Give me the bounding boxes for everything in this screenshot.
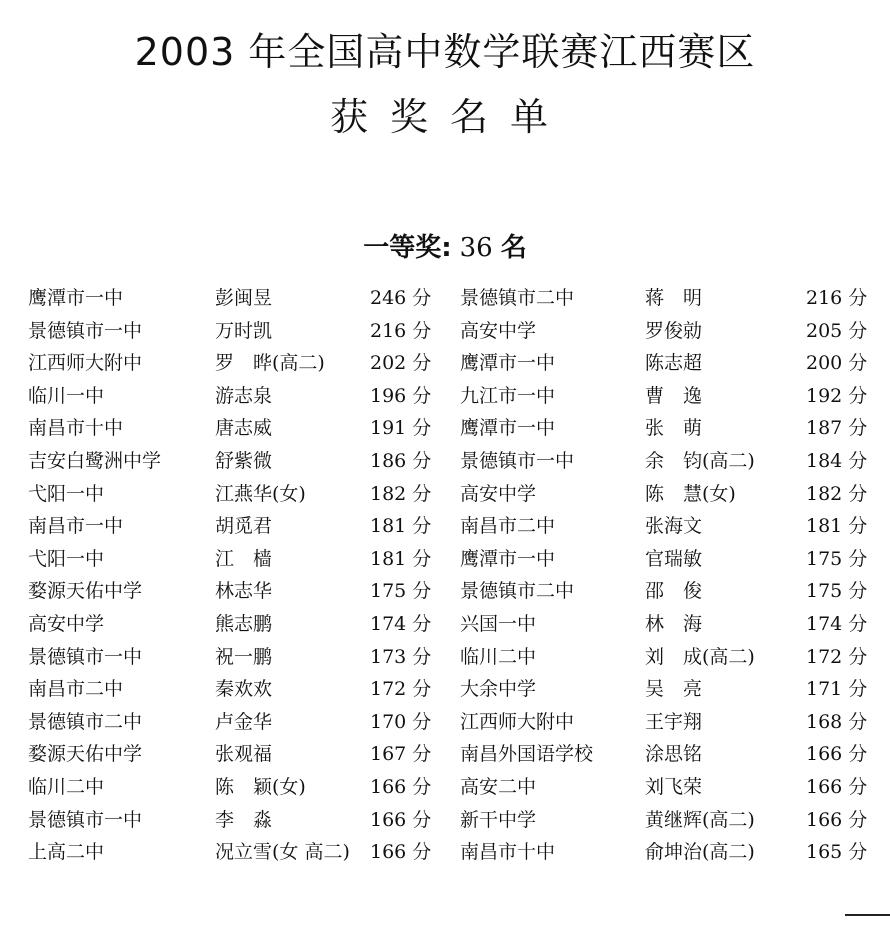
score-left: 172 分 bbox=[370, 678, 432, 701]
student-left: 彭闽昱 bbox=[215, 287, 273, 309]
student-right: 刘 成(高二) bbox=[645, 645, 755, 668]
list-row bbox=[0, 706, 890, 739]
list-row bbox=[0, 804, 890, 837]
list-row bbox=[0, 575, 890, 608]
score-right: 181 分 bbox=[806, 515, 868, 538]
list-row bbox=[0, 738, 890, 771]
score-left: 216 分 bbox=[370, 319, 432, 342]
school-right: 景德镇市一中 bbox=[460, 449, 575, 472]
score-right: 216 分 bbox=[806, 287, 868, 309]
section-count: 36 bbox=[459, 233, 493, 263]
school-right: 景德镇市二中 bbox=[460, 287, 575, 309]
score-left: 166 分 bbox=[370, 775, 432, 798]
school-right: 景德镇市二中 bbox=[460, 580, 575, 603]
school-left: 南昌市二中 bbox=[28, 678, 124, 701]
student-right: 张海文 bbox=[645, 515, 703, 538]
school-right: 兴国一中 bbox=[460, 612, 537, 635]
student-right: 曹 逸 bbox=[645, 384, 703, 407]
school-left: 景德镇市一中 bbox=[28, 645, 143, 668]
list-row bbox=[0, 771, 890, 804]
score-right: 166 分 bbox=[806, 743, 868, 766]
school-right: 江西师大附中 bbox=[460, 710, 575, 733]
student-right: 吴 亮 bbox=[645, 678, 703, 701]
school-left: 弋阳一中 bbox=[28, 482, 105, 505]
list-row bbox=[0, 543, 890, 576]
student-left: 李 淼 bbox=[215, 808, 273, 831]
section-heading bbox=[0, 232, 890, 264]
student-right: 俞坤治(高二) bbox=[645, 841, 755, 864]
score-right: 175 分 bbox=[806, 547, 868, 570]
school-right: 大余中学 bbox=[460, 678, 537, 701]
student-right: 王宇翔 bbox=[645, 710, 703, 733]
student-right: 蒋 明 bbox=[645, 287, 703, 309]
school-right: 高安中学 bbox=[460, 319, 537, 342]
student-left: 罗 晔(高二) bbox=[215, 352, 325, 375]
school-left: 南昌市一中 bbox=[28, 515, 124, 538]
score-right: 166 分 bbox=[806, 808, 868, 831]
list-row bbox=[0, 510, 890, 543]
score-left: 166 分 bbox=[370, 841, 432, 864]
score-right: 187 分 bbox=[806, 417, 868, 440]
student-right: 余 钧(高二) bbox=[645, 449, 755, 472]
school-right: 新干中学 bbox=[460, 808, 537, 831]
score-right: 168 分 bbox=[806, 710, 868, 733]
score-left: 175 分 bbox=[370, 580, 432, 603]
school-left: 高安中学 bbox=[28, 612, 105, 635]
score-left: 173 分 bbox=[370, 645, 432, 668]
student-left: 陈 颖(女) bbox=[215, 775, 306, 798]
school-left: 婺源天佑中学 bbox=[28, 743, 143, 766]
school-left: 临川一中 bbox=[28, 384, 105, 407]
student-left: 江燕华(女) bbox=[215, 482, 306, 505]
school-right: 高安中学 bbox=[460, 482, 537, 505]
student-right: 黄继辉(高二) bbox=[645, 808, 755, 831]
list-row bbox=[0, 836, 890, 869]
score-left: 181 分 bbox=[370, 515, 432, 538]
list-row bbox=[0, 608, 890, 641]
score-right: 182 分 bbox=[806, 482, 868, 505]
school-left: 临川二中 bbox=[28, 775, 105, 798]
school-left: 景德镇市一中 bbox=[28, 808, 143, 831]
student-left: 唐志威 bbox=[215, 417, 273, 440]
student-left: 林志华 bbox=[215, 580, 273, 603]
score-left: 196 分 bbox=[370, 384, 432, 407]
score-left: 186 分 bbox=[370, 449, 432, 472]
school-right: 临川二中 bbox=[460, 645, 537, 668]
school-right: 南昌外国语学校 bbox=[460, 743, 594, 766]
student-right: 罗俊勍 bbox=[645, 319, 703, 342]
score-left: 181 分 bbox=[370, 547, 432, 570]
score-right: 166 分 bbox=[806, 775, 868, 798]
student-right: 陈志超 bbox=[645, 352, 703, 375]
school-left: 婺源天佑中学 bbox=[28, 580, 143, 603]
student-right: 邵 俊 bbox=[645, 580, 703, 603]
award-list bbox=[0, 282, 890, 869]
list-row bbox=[0, 641, 890, 674]
score-right: 165 分 bbox=[806, 841, 868, 864]
student-right: 刘飞荣 bbox=[645, 775, 703, 798]
student-right: 涂思铭 bbox=[645, 743, 703, 766]
score-left: 246 分 bbox=[370, 287, 432, 309]
score-right: 192 分 bbox=[806, 384, 868, 407]
school-left: 上高二中 bbox=[28, 841, 105, 864]
list-row bbox=[0, 282, 890, 315]
school-left: 吉安白鹭洲中学 bbox=[28, 449, 162, 472]
section-label: 一等奖: bbox=[363, 233, 452, 263]
score-right: 200 分 bbox=[806, 352, 868, 375]
score-right: 171 分 bbox=[806, 678, 868, 701]
student-left: 江 樯 bbox=[215, 547, 273, 570]
document-subtitle: 获奖名单 bbox=[329, 95, 570, 139]
school-right: 鹰潭市一中 bbox=[460, 417, 556, 440]
student-right: 陈 慧(女) bbox=[645, 482, 736, 505]
score-left: 170 分 bbox=[370, 710, 432, 733]
student-right: 张 萌 bbox=[645, 417, 703, 440]
score-right: 174 分 bbox=[806, 612, 868, 635]
student-left: 胡觅君 bbox=[215, 515, 273, 538]
list-row bbox=[0, 347, 890, 380]
student-left: 卢金华 bbox=[215, 710, 273, 733]
school-right: 鹰潭市一中 bbox=[460, 352, 556, 375]
score-left: 202 分 bbox=[370, 352, 432, 375]
school-left: 鹰潭市一中 bbox=[28, 287, 124, 309]
student-left: 秦欢欢 bbox=[215, 678, 273, 701]
list-row bbox=[0, 380, 890, 413]
score-right: 184 分 bbox=[806, 449, 868, 472]
score-right: 172 分 bbox=[806, 645, 868, 668]
school-left: 景德镇市二中 bbox=[28, 710, 143, 733]
score-left: 182 分 bbox=[370, 482, 432, 505]
score-left: 167 分 bbox=[370, 743, 432, 766]
score-left: 191 分 bbox=[370, 417, 432, 440]
school-left: 江西师大附中 bbox=[28, 352, 143, 375]
school-right: 南昌市二中 bbox=[460, 515, 556, 538]
list-row bbox=[0, 315, 890, 348]
school-right: 九江市一中 bbox=[460, 384, 556, 407]
list-row bbox=[0, 673, 890, 706]
student-right: 林 海 bbox=[645, 612, 703, 635]
document-title: 2003 年全国高中数学联赛江西赛区 bbox=[134, 30, 756, 74]
student-left: 舒紫微 bbox=[215, 449, 273, 472]
school-right: 鹰潭市一中 bbox=[460, 547, 556, 570]
list-row bbox=[0, 478, 890, 511]
student-left: 况立雪(女 高二) bbox=[215, 841, 350, 864]
score-right: 175 分 bbox=[806, 580, 868, 603]
student-right: 官瑞敏 bbox=[645, 547, 703, 570]
list-row bbox=[0, 412, 890, 445]
score-left: 174 分 bbox=[370, 612, 432, 635]
list-row bbox=[0, 445, 890, 478]
student-left: 游志泉 bbox=[215, 384, 273, 407]
school-left: 弋阳一中 bbox=[28, 547, 105, 570]
score-left: 166 分 bbox=[370, 808, 432, 831]
school-right: 南昌市十中 bbox=[460, 841, 556, 864]
school-right: 高安二中 bbox=[460, 775, 537, 798]
student-left: 熊志鹏 bbox=[215, 612, 273, 635]
school-left: 南昌市十中 bbox=[28, 417, 124, 440]
page-edge-rule bbox=[845, 914, 890, 916]
section-unit: 名 bbox=[500, 233, 527, 263]
student-left: 祝一鹏 bbox=[215, 645, 273, 668]
score-right: 205 分 bbox=[806, 319, 868, 342]
school-left: 景德镇市一中 bbox=[28, 319, 143, 342]
student-left: 张观福 bbox=[215, 743, 273, 766]
student-left: 万时凯 bbox=[215, 319, 273, 342]
